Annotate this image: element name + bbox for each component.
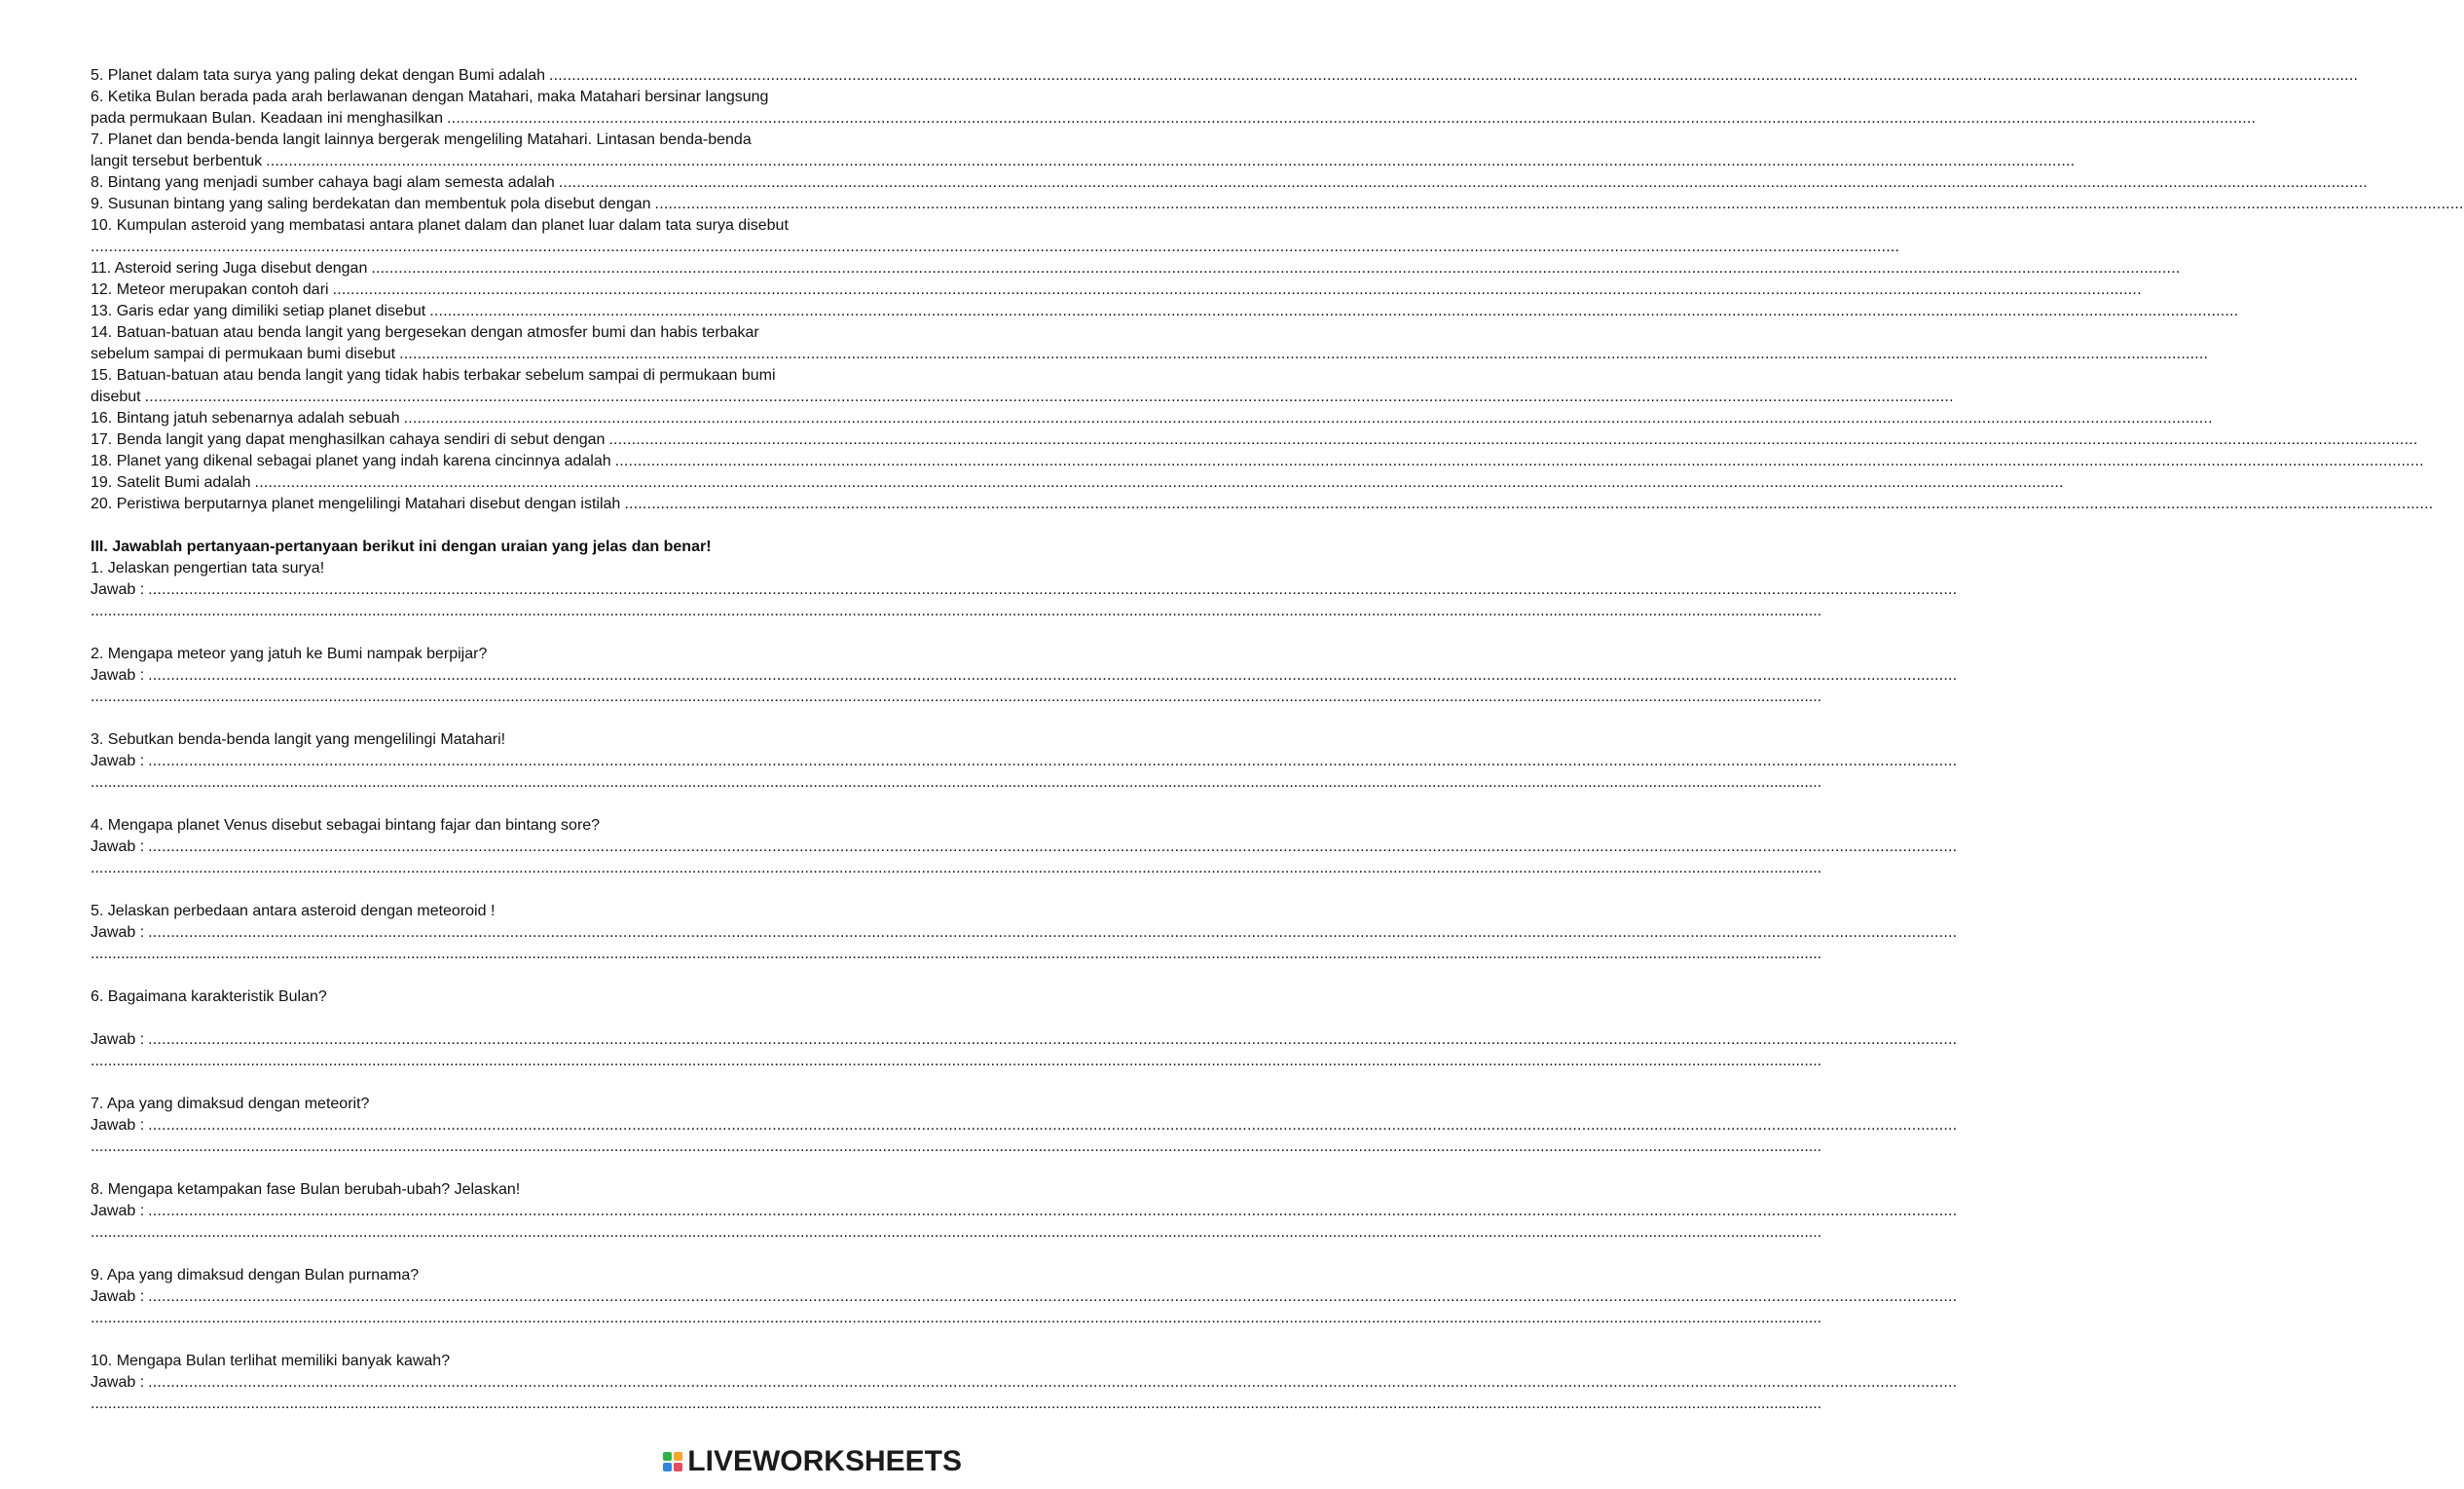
answer-field-continuation[interactable]: ................................................................................................................................................................................................................................................................................................................................................................................................................ (91, 774, 1822, 791)
line-text: 10. Mengapa Bulan terlihat memiliki banyak kawah? (91, 1353, 451, 1369)
liveworksheets-logo (663, 1446, 962, 1477)
question-text (91, 644, 883, 665)
spacer (91, 1329, 883, 1351)
fill-item-line (91, 344, 2209, 365)
spacer (91, 1244, 883, 1265)
question-text (91, 729, 883, 751)
answer-field[interactable]: ................................................................................................................................................................................................................................................................................................................................................................................................................ (148, 1031, 1958, 1048)
question-text (91, 558, 883, 579)
fill-item-line (91, 215, 883, 237)
answer-blank[interactable]: ................................................................................................................................................................................................................................................................................................................................................................................................................ (332, 281, 2142, 298)
fill-item-line (91, 494, 2434, 515)
line-text: 6. Bagaimana karakteristik Bulan? (91, 988, 327, 1005)
spacer (91, 1158, 883, 1179)
spacer (91, 794, 883, 815)
answer-field[interactable]: ................................................................................................................................................................................................................................................................................................................................................................................................................ (148, 1288, 1958, 1305)
answer-field[interactable]: ................................................................................................................................................................................................................................................................................................................................................................................................................ (148, 924, 1958, 941)
line-text: 5. Jelaskan perbedaan antara asteroid dengan meteoroid ! (91, 903, 496, 919)
fill-item-line (91, 194, 2464, 215)
answer-field-continuation[interactable]: ................................................................................................................................................................................................................................................................................................................................................................................................................ (91, 946, 1822, 962)
line-text: 17. Benda langit yang dapat menghasilkan cahaya sendiri di sebut dengan (91, 431, 606, 448)
answer-field[interactable]: ................................................................................................................................................................................................................................................................................................................................................................................................................ (148, 1117, 1958, 1134)
fill-item-line (91, 301, 2239, 322)
question-text (91, 986, 883, 1008)
answer-line (91, 665, 1958, 687)
line-text: Jawab : (91, 838, 145, 855)
logo-mark-square (663, 1463, 672, 1471)
question-text (91, 1179, 883, 1201)
answer-field[interactable]: ................................................................................................................................................................................................................................................................................................................................................................................................................ (148, 838, 1958, 855)
answer-blank[interactable]: ................................................................................................................................................................................................................................................................................................................................................................................................................ (144, 389, 1954, 405)
answer-field-continuation[interactable]: ................................................................................................................................................................................................................................................................................................................................................................................................................ (91, 1224, 1822, 1241)
answer-line (91, 837, 1958, 858)
line-text: 10. Kumpulan asteroid yang membatasi antara planet dalam dan planet luar dalam tata surya disebut (91, 217, 789, 234)
answer-line (91, 1201, 1958, 1222)
fill-item-line (91, 237, 1900, 258)
fill-item-line (91, 365, 883, 387)
answer-field-continuation[interactable]: ................................................................................................................................................................................................................................................................................................................................................................................................................ (91, 689, 1822, 705)
answer-field-continuation[interactable]: ................................................................................................................................................................................................................................................................................................................................................................................................................ (91, 1396, 1822, 1412)
line-text: 7. Planet dan benda-benda langit lainnya bergerak mengeliling Matahari. Lintasan benda-benda (91, 131, 752, 148)
answer-blank[interactable]: ................................................................................................................................................................................................................................................................................................................................................................................................................ (608, 431, 2418, 448)
answer-field-continuation[interactable]: ................................................................................................................................................................................................................................................................................................................................................................................................................ (91, 860, 1822, 876)
answer-blank[interactable]: ................................................................................................................................................................................................................................................................................................................................................................................................................ (254, 474, 2064, 491)
answer-field[interactable]: ................................................................................................................................................................................................................................................................................................................................................................................................................ (148, 667, 1958, 684)
answer-field[interactable]: ................................................................................................................................................................................................................................................................................................................................................................................................................ (148, 753, 1958, 769)
line-text: langit tersebut berbentuk (91, 153, 263, 169)
line-text: 13. Garis edar yang dimiliki setiap planet disebut (91, 303, 426, 319)
answer-field[interactable]: ................................................................................................................................................................................................................................................................................................................................................................................................................ (148, 1203, 1958, 1219)
fill-item-line (91, 87, 883, 108)
spacer (91, 622, 883, 644)
fill-item-line (91, 387, 1954, 408)
line-text: 6. Ketika Bulan berada pada arah berlawanan dengan Matahari, maka Matahari bersinar langsung (91, 89, 769, 105)
line-text: 18. Planet yang dikenal sebagai planet yang indah karena cincinnya adalah (91, 453, 611, 469)
line-text: 2. Mengapa meteor yang jatuh ke Bumi nampak berpijar? (91, 646, 488, 662)
answer-field-continuation[interactable]: ................................................................................................................................................................................................................................................................................................................................................................................................................ (91, 1053, 1822, 1069)
fill-item-line (91, 472, 2064, 494)
line-text: 11. Asteroid sering Juga disebut dengan (91, 260, 368, 277)
answer-line (91, 922, 1958, 944)
answer-blank[interactable]: ................................................................................................................................................................................................................................................................................................................................................................................................................ (654, 196, 2464, 212)
fill-item-line (91, 130, 883, 151)
fill-item-line (91, 429, 2418, 451)
line-text: Jawab : (91, 1288, 145, 1305)
answer-field-continuation[interactable]: ................................................................................................................................................................................................................................................................................................................................................................................................................ (91, 1310, 1822, 1326)
spacer (91, 515, 883, 537)
line-text: 9. Susunan bintang yang saling berdekatan dan membentuk pola disebut dengan (91, 196, 651, 212)
worksheet (91, 65, 2464, 1415)
line-text: 20. Peristiwa berputarnya planet mengelilingi Matahari disebut dengan istilah (91, 496, 621, 512)
question-text (91, 1094, 883, 1115)
answer-blank[interactable]: ................................................................................................................................................................................................................................................................................................................................................................................................................ (624, 496, 2434, 512)
line-text: 14. Batuan-batuan atau benda langit yang bergesekan dengan atmosfer bumi dan habis terbakar (91, 324, 759, 341)
question-text (91, 901, 883, 922)
line-text: 19. Satelit Bumi adalah (91, 474, 251, 491)
section-heading: III. Jawablah pertanyaan-pertanyaan berikut ini dengan uraian yang jelas dan benar! (91, 539, 712, 555)
logo-mark-square (663, 1452, 672, 1461)
line-text: 12. Meteor merupakan contoh dari (91, 281, 329, 298)
answer-blank[interactable]: ................................................................................................................................................................................................................................................................................................................................................................................................................ (399, 346, 2209, 362)
answer-line (91, 1372, 1958, 1394)
line-text: 5. Planet dalam tata surya yang paling dekat dengan Bumi adalah (91, 67, 545, 84)
answer-field[interactable]: ................................................................................................................................................................................................................................................................................................................................................................................................................ (148, 581, 1958, 598)
fill-item-line (91, 65, 2359, 87)
line-text: 3. Sebutkan benda-benda langit yang mengelilingi Matahari! (91, 731, 506, 748)
logo-mark-square (674, 1463, 682, 1471)
spacer (91, 879, 883, 901)
answer-blank[interactable]: ................................................................................................................................................................................................................................................................................................................................................................................................................ (558, 174, 2368, 191)
answer-blank[interactable]: ................................................................................................................................................................................................................................................................................................................................................................................................................ (266, 153, 2076, 169)
line-text: Jawab : (91, 1031, 145, 1048)
line-text: pada permukaan Bulan. Keadaan ini menghasilkan (91, 110, 444, 127)
brand-name: LIVEWORKSHEETS (687, 1445, 962, 1477)
answer-blank[interactable]: ................................................................................................................................................................................................................................................................................................................................................................................................................ (91, 239, 1900, 255)
answer-blank[interactable]: ................................................................................................................................................................................................................................................................................................................................................................................................................ (548, 67, 2359, 84)
line-text: 4. Mengapa planet Venus disebut sebagai bintang fajar dan bintang sore? (91, 817, 601, 834)
answer-field-continuation[interactable]: ................................................................................................................................................................................................................................................................................................................................................................................................................ (91, 1138, 1822, 1155)
essay-section (91, 558, 1958, 1415)
fill-in-section (91, 65, 2464, 515)
question-text (91, 1265, 883, 1286)
question-text (91, 1351, 883, 1372)
logo-mark-square (674, 1452, 682, 1461)
answer-blank[interactable]: ................................................................................................................................................................................................................................................................................................................................................................................................................ (614, 453, 2424, 469)
line-text: 8. Mengapa ketampakan fase Bulan berubah-ubah? Jelaskan! (91, 1181, 521, 1198)
spacer (91, 1008, 883, 1029)
answer-field-continuation[interactable]: ................................................................................................................................................................................................................................................................................................................................................................................................................ (91, 603, 1822, 619)
line-text: 9. Apa yang dimaksud dengan Bulan purnama? (91, 1267, 420, 1284)
line-text: Jawab : (91, 924, 145, 941)
answer-blank[interactable]: ................................................................................................................................................................................................................................................................................................................................................................................................................ (371, 260, 2181, 277)
fill-item-line (91, 408, 2213, 429)
answer-blank[interactable]: ................................................................................................................................................................................................................................................................................................................................................................................................................ (447, 110, 2257, 127)
line-text: Jawab : (91, 1117, 145, 1134)
answer-line (91, 1115, 1958, 1136)
fill-item-line (91, 258, 2181, 279)
answer-blank[interactable]: ................................................................................................................................................................................................................................................................................................................................................................................................................ (403, 410, 2213, 427)
line-text: Jawab : (91, 667, 145, 684)
answer-blank[interactable]: ................................................................................................................................................................................................................................................................................................................................................................................................................ (429, 303, 2239, 319)
line-text: Jawab : (91, 1203, 145, 1219)
answer-line (91, 1029, 1958, 1051)
fill-item-line (91, 279, 2142, 301)
fill-item-line (91, 151, 2076, 172)
line-text: Jawab : (91, 753, 145, 769)
answer-line (91, 1286, 1958, 1308)
question-text (91, 815, 883, 837)
fill-item-line (91, 172, 2368, 194)
line-text: 8. Bintang yang menjadi sumber cahaya bagi alam semesta adalah (91, 174, 555, 191)
line-text: 1. Jelaskan pengertian tata surya! (91, 560, 325, 577)
answer-line (91, 751, 1958, 772)
fill-item-line (91, 322, 883, 344)
fill-item-line (91, 451, 2424, 472)
fill-item-line (91, 108, 2257, 130)
answer-field[interactable]: ................................................................................................................................................................................................................................................................................................................................................................................................................ (148, 1374, 1958, 1391)
line-text: Jawab : (91, 1374, 145, 1391)
line-text: sebelum sampai di permukaan bumi disebut (91, 346, 396, 362)
spacer (91, 1072, 883, 1094)
line-text: Jawab : (91, 581, 145, 598)
line-text: 7. Apa yang dimaksud dengan meteorit? (91, 1096, 370, 1112)
logo-mark-icon (663, 1452, 682, 1471)
line-text: 16. Bintang jatuh sebenarnya adalah sebuah (91, 410, 400, 427)
spacer (91, 708, 883, 729)
line-text: disebut (91, 389, 141, 405)
line-text: 15. Batuan-batuan atau benda langit yang tidak habis terbakar sebelum sampai di permukaan bumi (91, 367, 776, 384)
spacer (91, 965, 883, 986)
answer-line (91, 579, 1958, 601)
